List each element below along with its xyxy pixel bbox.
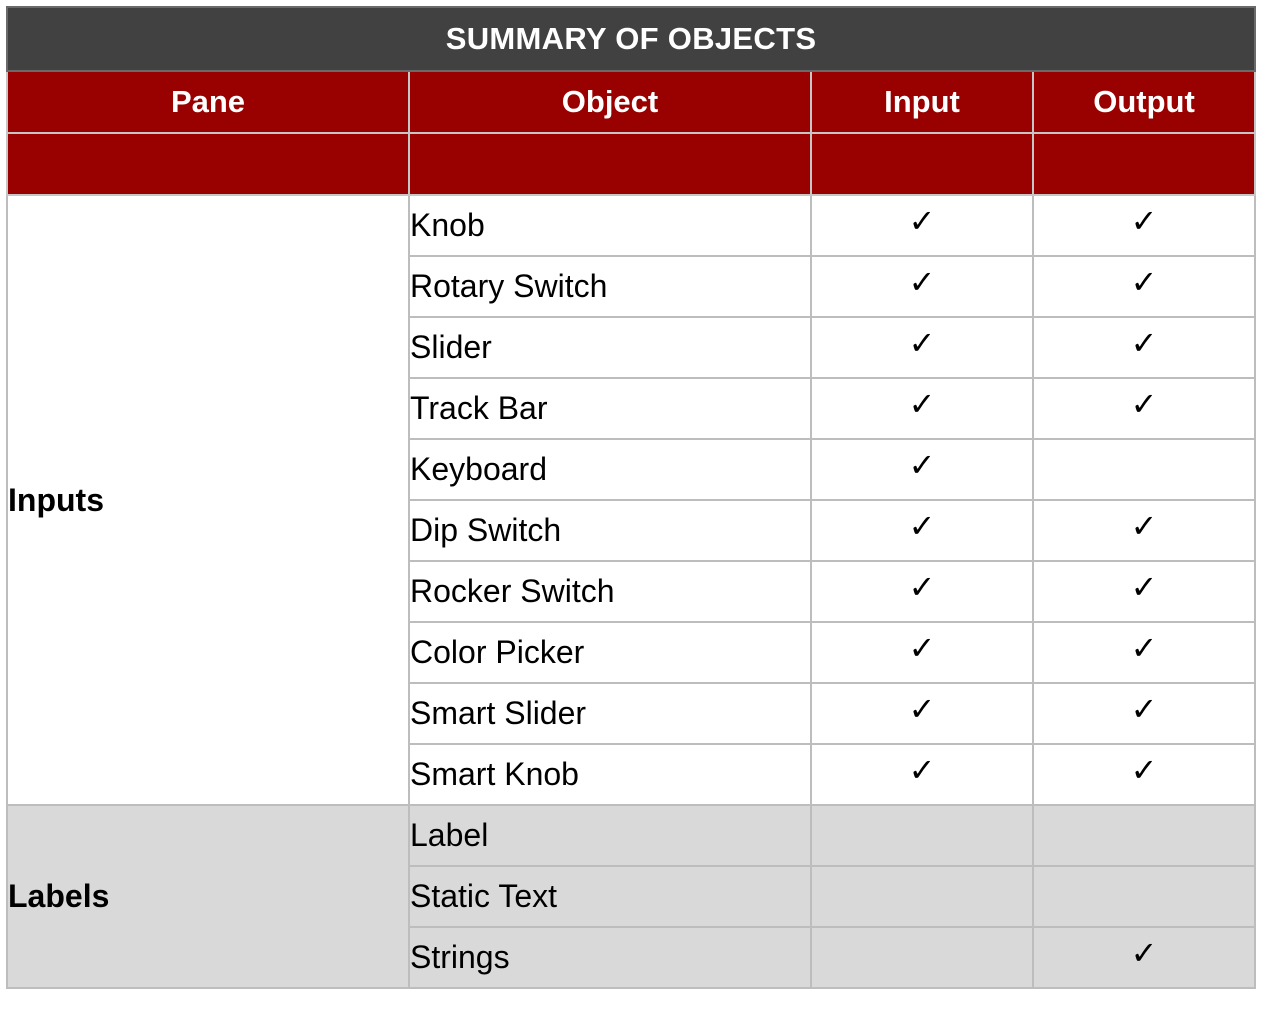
table-body	[7, 195, 1255, 988]
table-title: SUMMARY OF OBJECTS	[7, 7, 1255, 71]
input-cell	[811, 195, 1033, 256]
object-cell: Rocker Switch	[409, 561, 811, 622]
object-cell: Knob	[409, 195, 811, 256]
output-cell	[1033, 866, 1255, 927]
input-cell	[811, 500, 1033, 561]
object-cell: Keyboard	[409, 439, 811, 500]
table-row	[7, 195, 1255, 256]
header-spacer-cell	[7, 133, 409, 195]
output-cell	[1033, 500, 1255, 561]
checkmark-icon: ✓	[1130, 508, 1158, 544]
pane-cell-inputs: Inputs	[7, 195, 409, 805]
header-input: Input	[811, 71, 1033, 133]
output-cell	[1033, 927, 1255, 988]
header-spacer-cell	[1033, 133, 1255, 195]
header-pane: Pane	[7, 71, 409, 133]
output-cell	[1033, 744, 1255, 805]
input-cell	[811, 256, 1033, 317]
checkmark-icon: ✓	[1130, 386, 1158, 422]
checkmark-icon: ✓	[908, 630, 936, 666]
checkmark-icon: ✓	[908, 203, 936, 239]
output-cell	[1033, 439, 1255, 500]
input-cell	[811, 561, 1033, 622]
checkmark-icon: ✓	[1130, 203, 1158, 239]
table-row	[7, 805, 1255, 866]
checkmark-icon: ✓	[908, 691, 936, 727]
header-spacer-cell	[409, 133, 811, 195]
object-cell: Rotary Switch	[409, 256, 811, 317]
input-cell	[811, 744, 1033, 805]
column-header-row	[7, 71, 1255, 133]
output-cell	[1033, 561, 1255, 622]
header-object: Object	[409, 71, 811, 133]
input-cell	[811, 317, 1033, 378]
checkmark-icon: ✓	[908, 447, 936, 483]
output-cell	[1033, 378, 1255, 439]
checkmark-icon: ✓	[1130, 325, 1158, 361]
checkmark-icon: ✓	[908, 569, 936, 605]
object-cell: Slider	[409, 317, 811, 378]
checkmark-icon: ✓	[908, 325, 936, 361]
header-output: Output	[1033, 71, 1255, 133]
checkmark-icon: ✓	[1130, 630, 1158, 666]
checkmark-icon: ✓	[908, 752, 936, 788]
header-spacer-row	[7, 133, 1255, 195]
object-cell: Label	[409, 805, 811, 866]
checkmark-icon: ✓	[908, 386, 936, 422]
checkmark-icon: ✓	[908, 508, 936, 544]
input-cell	[811, 683, 1033, 744]
input-cell	[811, 378, 1033, 439]
object-cell: Smart Knob	[409, 744, 811, 805]
input-cell	[811, 927, 1033, 988]
output-cell	[1033, 622, 1255, 683]
object-cell: Dip Switch	[409, 500, 811, 561]
object-cell: Color Picker	[409, 622, 811, 683]
input-cell	[811, 866, 1033, 927]
object-cell: Track Bar	[409, 378, 811, 439]
input-cell	[811, 439, 1033, 500]
checkmark-icon: ✓	[1130, 691, 1158, 727]
output-cell	[1033, 683, 1255, 744]
checkmark-icon: ✓	[1130, 935, 1158, 971]
pane-cell-labels: Labels	[7, 805, 409, 988]
input-cell	[811, 805, 1033, 866]
output-cell	[1033, 805, 1255, 866]
checkmark-icon: ✓	[1130, 569, 1158, 605]
object-cell: Strings	[409, 927, 811, 988]
output-cell	[1033, 256, 1255, 317]
output-cell	[1033, 317, 1255, 378]
input-cell	[811, 622, 1033, 683]
output-cell	[1033, 195, 1255, 256]
checkmark-icon: ✓	[908, 264, 936, 300]
checkmark-icon: ✓	[1130, 264, 1158, 300]
checkmark-icon: ✓	[1130, 752, 1158, 788]
summary-of-objects-table	[6, 6, 1256, 989]
object-cell: Static Text	[409, 866, 811, 927]
header-spacer-cell	[811, 133, 1033, 195]
table-title-row	[7, 7, 1255, 71]
object-cell: Smart Slider	[409, 683, 811, 744]
